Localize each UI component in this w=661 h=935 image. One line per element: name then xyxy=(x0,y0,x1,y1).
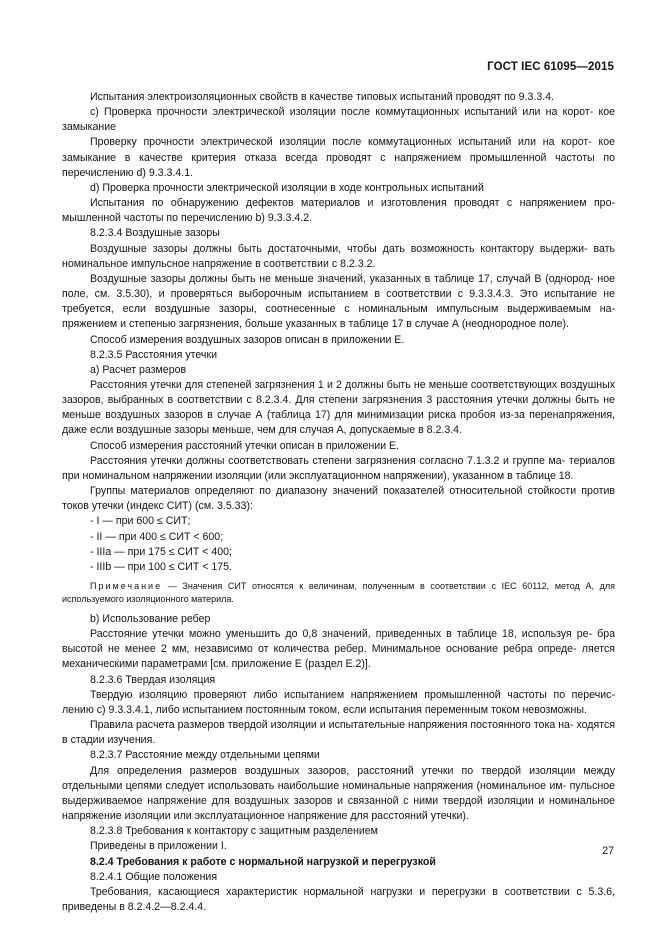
list-item: - I — при 600 ≤ СИТ; xyxy=(90,515,191,528)
material-group-list xyxy=(62,514,615,575)
paragraph: Испытания электроизоляционных свойств в качестве типовых испытаний проводят по 9.3.3.4. xyxy=(90,91,554,103)
document-code-header: ГОСТ IEC 61095—2015 xyxy=(487,61,614,73)
section-heading-8-2-3-5: 8.2.3.5 Расстояния утечки xyxy=(90,348,217,361)
paragraph: Группы материалов определяют по диапазону значений показателей относительной стойкости против токов утечки (индекс СИТ) (см. 3.5.33): xyxy=(62,485,615,513)
list-item: - II — при 400 ≤ СИТ < 600; xyxy=(90,530,224,543)
list-item-heading: c) Проверка прочности электрической изоляции после коммутационных испытаний или на корот- кое замыкание xyxy=(62,106,615,134)
list-item-heading: d) Проверка прочности электрической изоляции в ходе контрольных испытаний xyxy=(90,181,484,194)
paragraph: Способ измерения воздушных зазоров описан в приложении Е. xyxy=(90,333,405,346)
paragraph: Воздушные зазоры должны быть достаточными, чтобы дать возможность контактору выдержи- вать номинальное импульсное напряжение в соответствии с 8.2.3.2. xyxy=(62,242,615,270)
section-heading-8-2-3-4: 8.2.3.4 Воздушные зазоры xyxy=(90,227,220,240)
paragraph: Расстояния утечки должны соответствовать степени загрязнения согласно 7.1.3.2 и группе ма- териалов при номинальном напряжении изоляции (или эксплуатационном напряжении), указанном в таблице 18. xyxy=(62,454,615,482)
section-heading-8-2-3-8: 8.2.3.8 Требования к контактору с защитным разделением xyxy=(90,825,378,838)
paragraph: Способ измерения расстояний утечки описан в приложении Е. xyxy=(90,439,400,452)
note xyxy=(62,580,615,606)
paragraph: Испытания по обнаружению дефектов материалов и изготовления проводят с напряжением про- мышленной частоты по перечислению b) 9.3.3.4.2. xyxy=(62,197,615,225)
list-item: - IIIb — при 100 ≤ СИТ < 175. xyxy=(90,560,232,573)
section-heading-8-2-4-1: 8.2.4.1 Общие положения xyxy=(90,870,218,883)
paragraph: Расстояния утечки для степеней загрязнения 1 и 2 должны быть не меньше соответствующих воздушных зазоров, выбранных в соответствии с 8.2.3.4. Для степени загрязнения 3 расстояния утечки должны быть не меньше воздушных зазоров в случае А (таблица 17) для минимизации риска пробоя из-за перенапряжения, даже если воздушные зазоры меньше, чем для случая А, допускаемые в 8.2.3.4. xyxy=(62,378,615,437)
note-title: Примечание xyxy=(90,581,163,591)
section-heading-8-2-3-7: 8.2.3.7 Расстояние между отдельными цепями xyxy=(90,749,320,762)
note-text: — Значения СИТ относятся к величинам, полученным в соответствии с IEC 60112, метод А, для используемого изоляционного материла. xyxy=(62,581,615,604)
section-heading-8-2-4: 8.2.4 Требования к работе с нормальной нагрузкой и перегрузкой xyxy=(90,855,436,868)
paragraph: Требования, касающиеся характеристик нормальной нагрузки и перегрузки в соответствии с 5.3.6, приведены в 8.2.4.2—8.2.4.4. xyxy=(62,885,615,913)
document-body xyxy=(62,90,615,915)
list-item-heading: a) Расчет размеров xyxy=(90,363,187,376)
section-heading-8-2-3-6: 8.2.3.6 Твердая изоляция xyxy=(90,673,216,686)
paragraph: Приведены в приложении I. xyxy=(90,840,227,853)
paragraph: Для определения размеров воздушных зазоров, расстояний утечки по твердой изоляции между отдельными цепями следует использовать наибольшие номинальные напряжения (номинальное им- пульсное выдерживаемое напряжение для воздушных зазоров и связанной с ними твердой изоляции и номинальное напряжение изоляции или эксплуатационное напряжение для расстояний утечки). xyxy=(62,764,615,823)
list-item-heading: b) Использование ребер xyxy=(90,613,211,625)
paragraph: Правила расчета размеров твердой изоляции и испытательные напряжения постоянного тока на- ходятся в стадии изучения. xyxy=(62,719,615,747)
page-number: 27 xyxy=(602,845,614,857)
paragraph: Проверку прочности электрической изоляции после коммутационных испытаний или на корот- кое замыкание в качестве критерия отказа всегда проводят с напряжением промышленной частоты по перечислению d) 9.3.3.4.1. xyxy=(62,136,615,179)
paragraph: Воздушные зазоры должны быть не меньше значений, указанных в таблице 17, случай В (однород- ное поле, см. 3.5.30), и проверяться выборочным испытанием в соответствии с 9.3.3.4.3. Это испытание не требуется, если воздушные зазоры, соотнесенные с номинальным импульсным выдерживаемым на- пряжением и степенью загрязнения, больше указанных в таблице 17 в случае А (неоднородное поле). xyxy=(62,272,615,331)
paragraph: Твердую изоляцию проверяют либо испытанием напряжением промышленной частоты по перечис- лению c) 9.3.3.4.1, либо испытанием постоянным током, если испытания переменным током невозможны. xyxy=(62,688,615,716)
list-item: - IIIa — при 175 ≤ СИТ < 400; xyxy=(90,545,232,558)
paragraph: Расстояние утечки можно уменьшить до 0,8 значений, приведенных в таблице 18, используя ре- бра высотой не менее 2 мм, независимо от количества ребер. Минимальное основание ребра опреде- ляется механическими параметрами [см. приложение Е (раздел Е.2)]. xyxy=(62,628,615,671)
